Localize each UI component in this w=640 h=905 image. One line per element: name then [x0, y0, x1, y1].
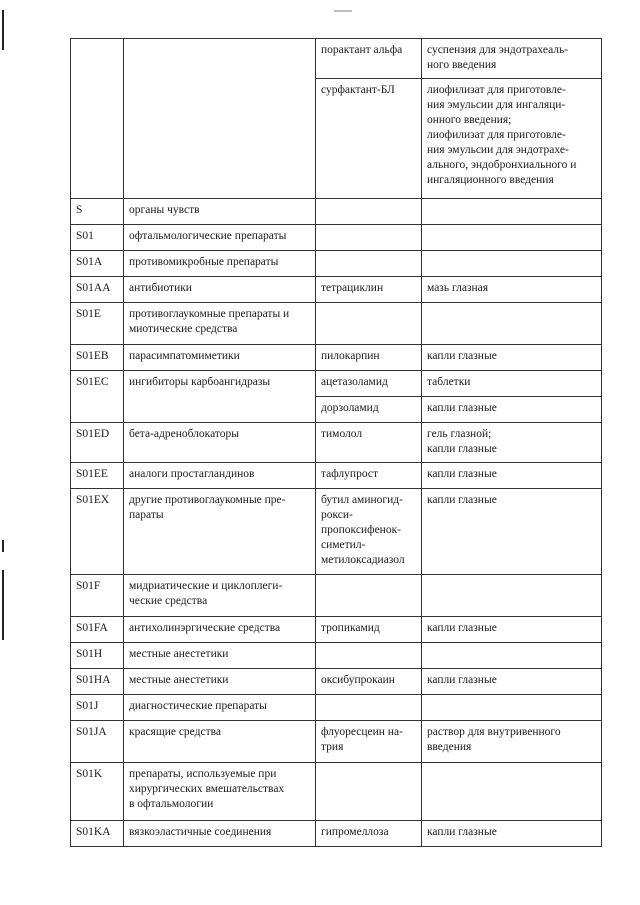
group-name-cell: другие противоглаукомные пре- параты	[124, 489, 316, 575]
atc-code-cell: S01EE	[71, 463, 124, 489]
drug-name-cell: дорзоламид	[316, 397, 422, 423]
drug-name-cell	[316, 763, 422, 821]
drug-name-cell: оксибупрокаин	[316, 669, 422, 695]
group-name-cell: препараты, используемые при хирургических вмешательствах в офтальмологии	[124, 763, 316, 821]
scan-edge-mark	[2, 570, 4, 640]
scan-edge-mark	[2, 10, 4, 50]
drug-name-cell	[316, 643, 422, 669]
table-row	[71, 763, 602, 821]
dosage-form-cell: капли глазные	[422, 463, 602, 489]
group-name-cell: офтальмологические препараты	[124, 225, 316, 251]
drug-name-cell	[316, 225, 422, 251]
drug-name-cell: тропикамид	[316, 617, 422, 643]
drug-name-cell: пилокарпин	[316, 345, 422, 371]
group-name-cell: местные анестетики	[124, 643, 316, 669]
table-row	[71, 643, 602, 669]
group-name-cell: местные анестетики	[124, 669, 316, 695]
drug-name-cell	[316, 575, 422, 617]
group-name-cell: аналоги простагландинов	[124, 463, 316, 489]
dosage-form-cell	[422, 763, 602, 821]
dosage-form-cell: суспензия для эндотрахеаль- ного введения	[422, 39, 602, 79]
atc-code-cell: S01H	[71, 643, 124, 669]
table-row	[71, 721, 602, 763]
drug-name-cell: ацетазоламид	[316, 371, 422, 397]
drug-name-cell	[316, 303, 422, 345]
dosage-form-cell	[422, 225, 602, 251]
atc-code-cell: S01HA	[71, 669, 124, 695]
dosage-form-cell	[422, 643, 602, 669]
table-row	[71, 277, 602, 303]
dosage-form-cell	[422, 251, 602, 277]
atc-code-cell: S01A	[71, 251, 124, 277]
table-row	[71, 669, 602, 695]
dosage-form-cell: капли глазные	[422, 821, 602, 847]
atc-code-cell: S01AA	[71, 277, 124, 303]
group-name-cell: противомикробные препараты	[124, 251, 316, 277]
table-row	[71, 617, 602, 643]
dosage-form-cell: капли глазные	[422, 397, 602, 423]
group-name-cell: органы чувств	[124, 199, 316, 225]
group-name-cell: диагностические препараты	[124, 695, 316, 721]
drug-name-cell: гипромеллоза	[316, 821, 422, 847]
group-name-cell: антибиотики	[124, 277, 316, 303]
dosage-form-cell	[422, 695, 602, 721]
group-name-cell	[124, 39, 316, 199]
atc-code-cell: S01	[71, 225, 124, 251]
scan-edge-mark	[2, 540, 4, 552]
atc-code-cell: S	[71, 199, 124, 225]
table-row	[71, 39, 602, 79]
drug-name-cell: тафлупрост	[316, 463, 422, 489]
group-name-cell: вязкоэластичные соединения	[124, 821, 316, 847]
atc-code-cell: S01E	[71, 303, 124, 345]
drug-name-cell	[316, 199, 422, 225]
dosage-form-cell: капли глазные	[422, 669, 602, 695]
atc-code-cell: S01J	[71, 695, 124, 721]
table-row	[71, 251, 602, 277]
dosage-form-cell: раствор для внутривенного введения	[422, 721, 602, 763]
dosage-form-cell: капли глазные	[422, 617, 602, 643]
table-row	[71, 345, 602, 371]
dosage-form-cell	[422, 199, 602, 225]
dosage-form-cell: лиофилизат для приготовле- ния эмульсии для ингаляци- онного введения; лиофилизат для приготовле- ния эмульсии для эндотрахе- ального, эндобронхиального и ингаляционного введения	[422, 79, 602, 199]
table-row	[71, 575, 602, 617]
table-row	[71, 423, 602, 463]
group-name-cell: антихолинэргические средства	[124, 617, 316, 643]
drug-name-cell	[316, 251, 422, 277]
atc-code-cell: S01EX	[71, 489, 124, 575]
atc-code-cell: S01EB	[71, 345, 124, 371]
table-body	[71, 39, 602, 847]
drug-name-cell: флуоресцеин на- трия	[316, 721, 422, 763]
atc-code-cell	[71, 39, 124, 199]
atc-code-cell: S01F	[71, 575, 124, 617]
dosage-form-cell	[422, 303, 602, 345]
scan-mark	[334, 10, 352, 12]
drug-name-cell: порактант альфа	[316, 39, 422, 79]
table-row	[71, 225, 602, 251]
table-row	[71, 489, 602, 575]
atc-code-cell: S01FA	[71, 617, 124, 643]
group-name-cell: мидриатические и циклоплеги- ческие средства	[124, 575, 316, 617]
group-name-cell: противоглаукомные препараты и миотические средства	[124, 303, 316, 345]
dosage-form-cell	[422, 575, 602, 617]
atc-code-cell: S01KA	[71, 821, 124, 847]
group-name-cell: ингибиторы карбоангидразы	[124, 371, 316, 423]
drug-name-cell	[316, 695, 422, 721]
drug-name-cell: тетрациклин	[316, 277, 422, 303]
drug-name-cell: бутил аминогид- рокси- пропоксифенок- симетил- метилоксадиазол	[316, 489, 422, 575]
table-row	[71, 199, 602, 225]
table-row	[71, 371, 602, 397]
group-name-cell: красящие средства	[124, 721, 316, 763]
table-row	[71, 463, 602, 489]
atc-code-cell: S01JA	[71, 721, 124, 763]
table-row	[71, 821, 602, 847]
table-row	[71, 303, 602, 345]
drug-name-cell: сурфактант-БЛ	[316, 79, 422, 199]
table-row	[71, 695, 602, 721]
atc-code-cell: S01EC	[71, 371, 124, 423]
dosage-form-cell: капли глазные	[422, 345, 602, 371]
drug-classification-table	[70, 38, 602, 847]
dosage-form-cell: мазь глазная	[422, 277, 602, 303]
dosage-form-cell: гель глазной; капли глазные	[422, 423, 602, 463]
dosage-form-cell: капли глазные	[422, 489, 602, 575]
group-name-cell: парасимпатомиметики	[124, 345, 316, 371]
atc-code-cell: S01K	[71, 763, 124, 821]
dosage-form-cell: таблетки	[422, 371, 602, 397]
atc-code-cell: S01ED	[71, 423, 124, 463]
group-name-cell: бета-адреноблокаторы	[124, 423, 316, 463]
drug-name-cell: тимолол	[316, 423, 422, 463]
